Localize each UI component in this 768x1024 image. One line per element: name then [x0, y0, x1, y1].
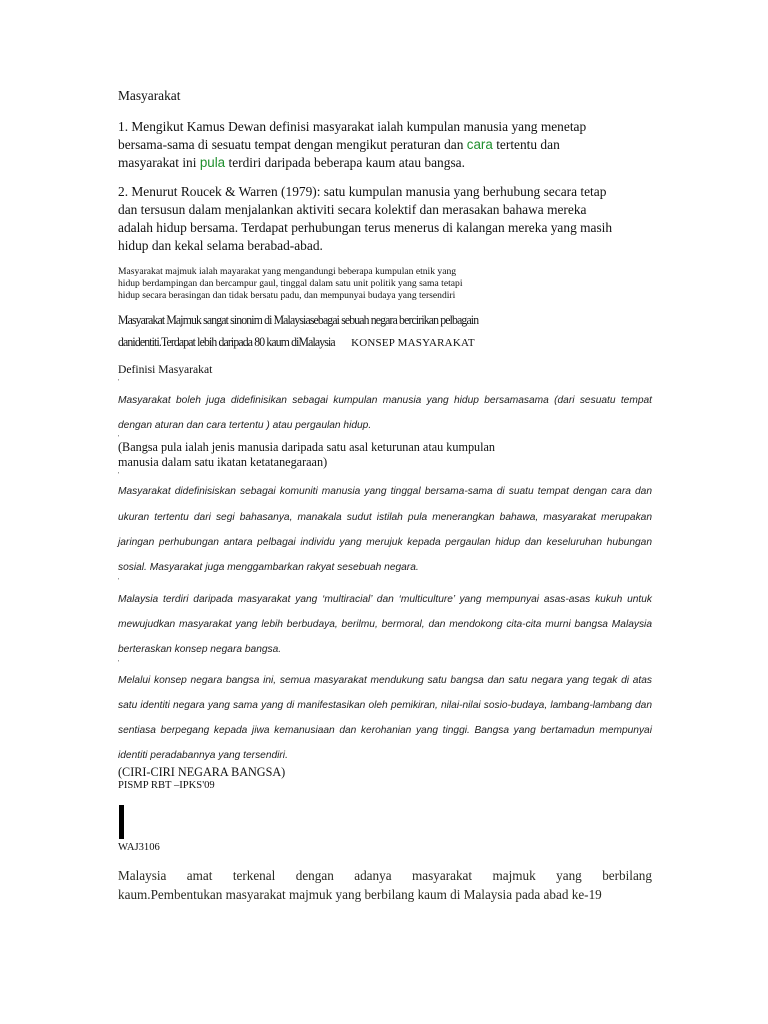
italic-paragraph-4-line: identiti peradabannya yang tersendiri.: [118, 750, 288, 761]
footer-note: PISMP RBT –IPKS'09: [118, 780, 215, 791]
paragraph-3-line: hidup berdampingan dan bercampur gaul, tinggal dalam satu unit politik yang sama tetapi: [118, 278, 463, 289]
paragraph-3-line: Masyarakat majmuk ialah mayarakat yang mengandungi beberapa kumpulan etnik yang: [118, 266, 457, 277]
paragraph-1-line-3: [118, 154, 465, 172]
paragraph-6-line: kaum.Pembentukan masyarakat majmuk yang berbilang kaum di Malaysia pada abad ke-19: [118, 887, 602, 902]
text-segment: danidentiti.Terdapat lebih daripada 80 kaum diMalaysia: [118, 335, 335, 349]
paragraph-2-line: hidup dan kekal selama berabad-abad.: [118, 238, 323, 253]
italic-paragraph-2-line: ukuran tertentu dari segi bahasanya, manakala sudut istilah pula menerangkan bahawa, masyarakat merupakan: [118, 512, 652, 523]
paragraph-4-line-1: Masyarakat Majmuk sangat sinonim di Malaysiasebagai sebuah negara bercirikan pelbagain: [118, 313, 479, 327]
link-pula[interactable]: pula: [199, 155, 226, 170]
italic-paragraph-2-line: Masyarakat didefinisiskan sebagai komuniti manusia yang tinggal bersama-sama di suatu tempat dengan cara dan: [118, 486, 652, 497]
italic-paragraph-3-line: mewujudkan masyarakat yang lebih berbudaya, berilmu, bermoral, dan mendokong cita-cita murni bangsa Malaysia: [118, 619, 652, 630]
paragraph-6-line: Malaysia amat terkenal dengan adanya masyarakat majmuk yang berbilang: [118, 868, 652, 883]
italic-paragraph-3-line: Malaysia terdiri daripada masyarakat yang ‘multiracial’ dan ‘multiculture’ yang mempunyai asas-asas kukuh untuk: [118, 594, 652, 605]
paragraph-5-line: (Bangsa pula ialah jenis manusia daripada satu asal keturunan atau kumpulan: [118, 440, 496, 454]
vertical-bar: [119, 805, 124, 839]
course-code: WAJ3106: [118, 842, 160, 853]
bullet-tick: ': [118, 378, 120, 386]
paragraph-3-line: hidup secara berasingan dan tidak bersatu padu, dan mempunyai budaya yang tersendiri: [118, 290, 456, 301]
text-segment: tertentu dan: [492, 137, 560, 152]
italic-paragraph-2-line: jaringan perhubungan antara pelbagai individu yang merujuk kepada pergaulan hidup dan keseluruhan hubungan: [118, 537, 652, 548]
link-cara[interactable]: cara: [466, 137, 493, 152]
text-segment: bersama-sama di sesuatu tempat dengan mengikut peraturan dan: [118, 137, 467, 152]
document-title: Masyarakat: [118, 88, 181, 103]
paragraph-5-line: manusia dalam satu ikatan ketatanegaraan): [118, 455, 328, 469]
text-segment: terdiri daripada beberapa kaum atau bangsa.: [225, 155, 465, 170]
bullet-tick: ': [118, 434, 120, 442]
italic-paragraph-3-line: berteraskan konsep negara bangsa.: [118, 644, 282, 655]
bullet-tick: ': [118, 471, 120, 479]
paragraph-2-line: adalah hidup bersama. Terdapat perhubungan terus menerus di kalangan mereka yang masih: [118, 220, 613, 235]
paragraph-2-line: 2. Menurut Roucek & Warren (1979): satu kumpulan manusia yang berhubung secara tetap: [118, 184, 607, 199]
paragraph-4-line-2: [118, 333, 475, 351]
italic-paragraph-4-line: satu identiti negara yang sama yang di manifestasikan oleh pemikiran, nilai-nilai sosio-budaya, lambang-lambang dan: [118, 700, 652, 711]
paragraph-2-line: dan tersusun dalam menjalankan aktiviti secara kolektif dan merasakan bahawa mereka: [118, 202, 587, 217]
konsep-heading: KONSEP MASYARAKAT: [351, 337, 475, 349]
paragraph-1-line-1: 1. Mengikut Kamus Dewan definisi masyarakat ialah kumpulan manusia yang menetap: [118, 119, 587, 134]
text-segment: masyarakat ini: [118, 155, 200, 170]
italic-paragraph-1-line: dengan aturan dan cara tertentu ) atau pergaulan hidup.: [118, 420, 372, 431]
section-heading: Definisi Masyarakat: [118, 363, 213, 376]
bullet-tick: ': [118, 577, 120, 585]
italic-paragraph-1-line: Masyarakat boleh juga didefinisikan sebagai kumpulan manusia yang hidup bersamasama (dari sesuatu tempat: [118, 395, 652, 406]
caption: (CIRI-CIRI NEGARA BANGSA): [118, 765, 286, 779]
italic-paragraph-4-line: sentiasa berpegang kepada jiwa kemanusiaan dan kerohanian yang tinggi. Bangsa yang bertamadun mempunyai: [118, 725, 652, 736]
italic-paragraph-2-line: sosial. Masyarakat juga menggambarkan rakyat sesebuah negara.: [118, 562, 419, 573]
paragraph-1-line-2: [118, 136, 560, 154]
italic-paragraph-4-line: Melalui konsep negara bangsa ini, semua masyarakat mendukung satu bangsa dan satu negara yang tegak di atas: [118, 675, 652, 686]
bullet-tick: ': [118, 659, 120, 667]
